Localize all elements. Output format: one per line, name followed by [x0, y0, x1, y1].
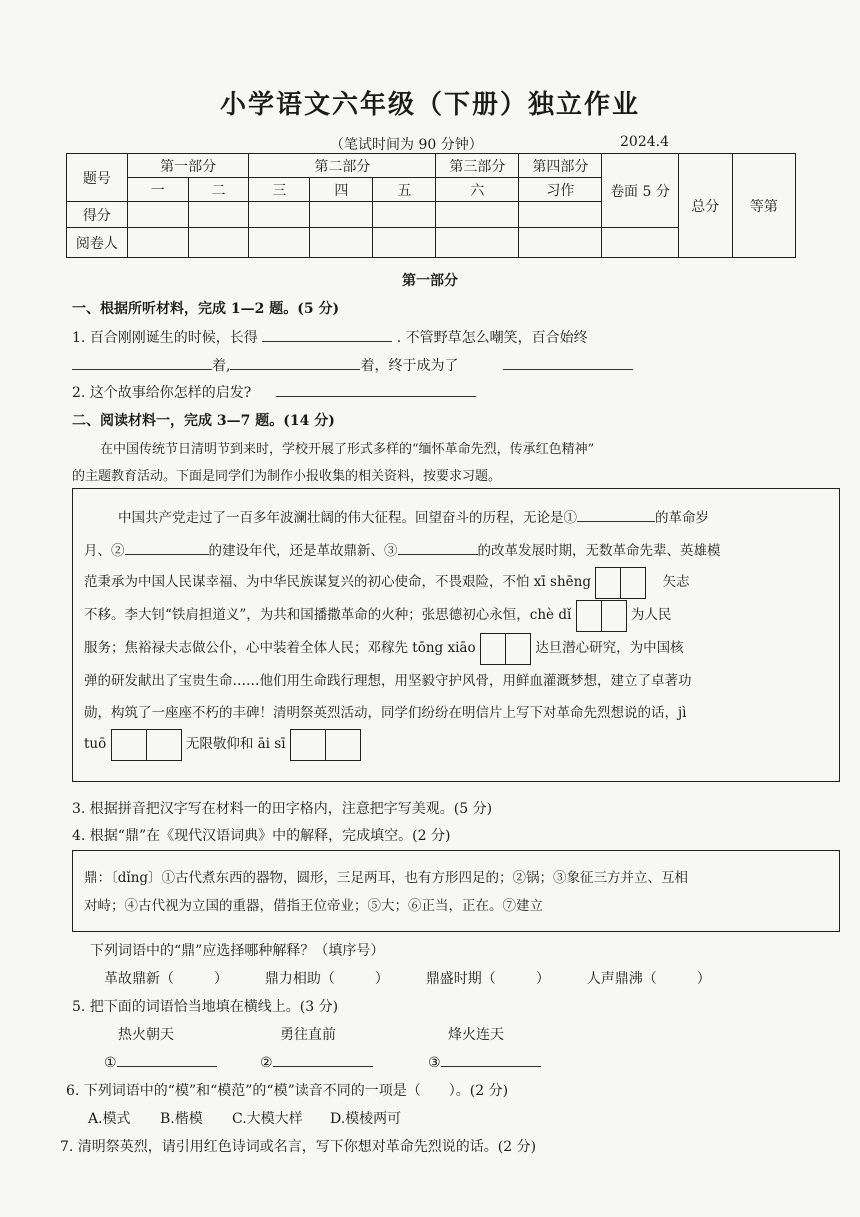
tian-grid-box[interactable] [576, 600, 602, 632]
grader-cell[interactable] [310, 228, 373, 258]
question-5: 5. 把下面的词语恰当地填在横线上。(3 分) [72, 999, 339, 1015]
answer-blank[interactable] [117, 1052, 217, 1067]
passage-line-3: 范秉承为中国人民谋幸福、为中华民族谋复兴的初心使命，不畏艰险，不怕 xī shēng 矢志 [84, 566, 690, 599]
header-juanmian: 卷面 5 分 [602, 154, 678, 228]
page-title: 小学语文六年级（下册）独立作业 [219, 90, 640, 120]
score-cell[interactable] [127, 202, 188, 228]
score-cell[interactable] [188, 202, 249, 228]
header-part1: 第一部分 [127, 154, 249, 178]
q6-option-a[interactable]: A.模式 [88, 1111, 131, 1127]
dictionary-line-1: 鼎：〔dǐng〕①古代煮东西的器物，圆形，三足两耳，也有方形四足的；②锅；③象征三方并立、互相 [84, 870, 689, 886]
score-cell[interactable] [373, 202, 436, 228]
grader-cell[interactable] [436, 228, 519, 258]
score-cell[interactable] [310, 202, 373, 228]
header-part3: 第三部分 [436, 154, 519, 178]
section-heading: 第一部分 [402, 273, 458, 289]
dictionary-line-2: 对峙；④古代视为立国的重器，借指王位帝业；⑤大；⑥正当，正在。⑦建立 [84, 898, 543, 914]
question-group-1: 一、根据所听材料，完成 1—2 题。(5 分) [72, 301, 340, 317]
row-label-defen: 得分 [67, 202, 128, 228]
header-part4: 第四部分 [519, 154, 602, 178]
passage-line-5: 服务；焦裕禄夫志做公仆，心中装着全体人民；邓稼先 tōng xiāo 达旦潜心研究，为中国核 [84, 632, 684, 665]
answer-blank[interactable] [72, 355, 212, 370]
q5-word-3: 烽火连天 [448, 1027, 504, 1043]
question-6: 6. 下列词语中的“模”和“模范”的“模”读音不同的一项是（ ）。(2 分) [66, 1083, 509, 1099]
intro-line-1: 在中国传统节日清明节到来时，学校开展了形式多样的“缅怀革命先烈，传承红色精神” [100, 442, 595, 457]
grader-cell[interactable] [188, 228, 249, 258]
score-cell[interactable] [249, 202, 310, 228]
question-2: 2. 这个故事给你怎样的启发? [72, 382, 476, 402]
answer-blank[interactable] [577, 507, 655, 522]
passage-line-7: 勋，构筑了一座座不朽的丰碑！清明祭英烈活动，同学们纷纷在明信片上写下对革命先烈想说的话，jì [84, 705, 687, 721]
tian-grid-box[interactable] [290, 729, 326, 761]
header-zongfen: 总分 [678, 154, 732, 258]
grader-cell[interactable] [373, 228, 436, 258]
row-label-yuejuanren: 阅卷人 [67, 228, 128, 258]
passage-line-8: tuō 无限敬仰和 āi sī [84, 728, 361, 761]
sub-xizuo: 习作 [519, 178, 602, 202]
intro-line-2: 的主题教育活动。下面是同学们为制作小报收集的相关资料，按要求习题。 [72, 469, 502, 484]
answer-blank[interactable] [276, 382, 476, 397]
passage-line-6: 弹的研发献出了宝贵生命……他们用生命践行理想，用坚毅守护风骨，用鲜血灌溉梦想，建立了卓著功 [84, 673, 692, 689]
answer-blank[interactable] [262, 327, 392, 342]
tian-grid-box[interactable] [147, 729, 182, 761]
tian-grid-box[interactable] [111, 729, 147, 761]
grader-cell[interactable] [127, 228, 188, 258]
q5-word-2: 勇往直前 [280, 1027, 336, 1043]
sub-liu: 六 [436, 178, 519, 202]
question-4-prompt: 下列词语中的“鼎”应选择哪种解释？（填序号） [90, 943, 385, 959]
row-label-tihao: 题号 [67, 154, 128, 202]
score-cell[interactable] [519, 202, 602, 228]
passage-line-1: 中国共产党走过了一百多年波澜壮阔的伟大征程。回望奋斗的历程，无论是① 的革命岁 [118, 502, 709, 535]
grader-cell[interactable] [602, 228, 678, 258]
score-table [66, 153, 796, 258]
tian-grid-box[interactable] [480, 633, 506, 665]
score-cell[interactable] [436, 202, 519, 228]
header-dengdi: 等第 [732, 154, 795, 258]
tian-grid-box[interactable] [595, 567, 621, 599]
question-7: 7. 清明祭英烈，请引用红色诗词或名言，写下你想对革命先烈说的话。(2 分) [60, 1139, 537, 1155]
q5-blank-1: ① [104, 1052, 217, 1071]
tian-grid-box[interactable] [326, 729, 361, 761]
answer-blank[interactable] [125, 540, 209, 555]
question-4-words: 革故鼎新（ ） 鼎力相助（ ） 鼎盛时期（ ） 人声鼎沸（ ） [104, 971, 711, 987]
exam-duration: （笔试时间为 90 分钟） [330, 137, 483, 153]
answer-blank[interactable] [503, 355, 633, 370]
q5-blank-3: ③ [428, 1052, 541, 1071]
exam-date: 2024.4 [620, 134, 669, 150]
answer-blank[interactable] [398, 540, 478, 555]
passage-line-2: 月、② 的建设年代，还是革故鼎新、③ 的改革发展时期，无数革命先辈、英雄模 [84, 535, 721, 568]
sub-san: 三 [249, 178, 310, 202]
dictionary-box [72, 850, 840, 932]
question-group-2: 二、阅读材料一，完成 3—7 题。(14 分) [72, 413, 335, 429]
q6-option-d[interactable]: D.模棱两可 [330, 1111, 402, 1127]
q5-blank-2: ② [260, 1052, 373, 1071]
q6-option-b[interactable]: B.楷模 [160, 1111, 203, 1127]
sub-si: 四 [310, 178, 373, 202]
header-part2: 第二部分 [249, 154, 436, 178]
grader-cell[interactable] [519, 228, 602, 258]
q6-option-c[interactable]: C.大模大样 [232, 1111, 303, 1127]
answer-blank[interactable] [230, 355, 360, 370]
answer-blank[interactable] [273, 1052, 373, 1067]
sub-er: 二 [188, 178, 249, 202]
question-1-line-1: 1. 百合刚刚诞生的时候，长得 . 不管野草怎么嘲笑，百合始终 [72, 327, 588, 347]
answer-blank[interactable] [441, 1052, 541, 1067]
question-4: 4. 根据“鼎”在《现代汉语词典》中的解释，完成填空。(2 分) [72, 828, 451, 844]
sub-yi: 一 [127, 178, 188, 202]
question-1-line-2: 着, 着，终于成为了 [72, 355, 633, 375]
tian-grid-box[interactable] [602, 600, 627, 632]
question-3: 3. 根据拼音把汉字写在材料一的田字格内，注意把字写美观。(5 分) [72, 801, 493, 817]
sub-wu: 五 [373, 178, 436, 202]
grader-cell[interactable] [249, 228, 310, 258]
tian-grid-box[interactable] [621, 567, 646, 599]
passage-line-4: 不移。李大钊“铁肩担道义”，为共和国播撒革命的火种；张思德初心永恒，chè dǐ 为人民 [84, 599, 671, 632]
tian-grid-box[interactable] [506, 633, 531, 665]
q5-word-1: 热火朝天 [118, 1027, 174, 1043]
